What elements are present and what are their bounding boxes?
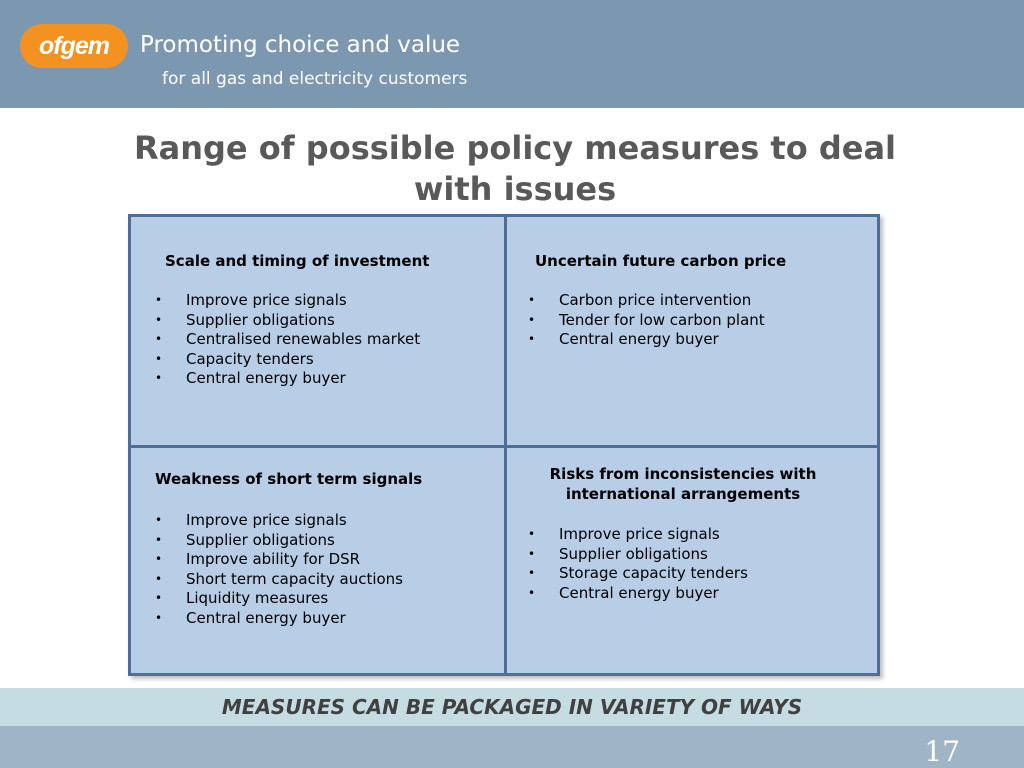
list-item: • Short term capacity auctions [155,570,495,590]
list-item: • Central energy buyer [155,369,495,389]
measure-list [528,291,868,350]
grid-divider-horizontal [131,445,877,448]
list-item: • Carbon price intervention [528,291,868,311]
list-item: • Improve price signals [528,525,868,545]
policy-grid [128,214,880,676]
quadrant-heading: Weakness of short term signals [155,470,423,488]
ofgem-logo [20,24,128,68]
measure-list [155,291,495,389]
list-item: • Central energy buyer [528,330,868,350]
list-item: • Supplier obligations [155,311,495,331]
list-item: • Improve price signals [155,511,495,531]
list-item: • Liquidity measures [155,589,495,609]
list-item: • Capacity tenders [155,350,495,370]
tagline-sub: for all gas and electricity customers [162,69,468,89]
quadrant-carbon-price [528,251,868,350]
footer-bar [0,726,1024,768]
tagline: Promoting choice and value [140,32,461,58]
summary-banner [0,688,1024,726]
banner-text: MEASURES CAN BE PACKAGED IN VARIETY OF WAYS [221,695,803,719]
list-item: • Supplier obligations [528,545,868,565]
list-item: • Central energy buyer [528,584,868,604]
list-item: • Central energy buyer [155,609,495,629]
quadrant-investment [155,251,495,389]
logo-text: ofgem [39,31,109,60]
quadrant-heading: Uncertain future carbon price [535,252,787,270]
slide-title: Range of possible policy measures to deal with issues [133,129,896,208]
list-item: • Tender for low carbon plant [528,311,868,331]
list-item: • Supplier obligations [155,531,495,551]
measure-list [155,511,495,629]
measure-list [528,525,868,603]
quadrant-international-risks [528,464,868,603]
list-item: • Improve price signals [155,291,495,311]
quadrant-heading: Risks from inconsistencies with international arrangements [549,465,817,503]
page-number: 17 [924,735,960,768]
list-item: • Improve ability for DSR [155,550,495,570]
quadrant-heading: Scale and timing of investment [165,252,430,270]
list-item: • Centralised renewables market [155,330,495,350]
quadrant-short-term-signals [155,469,495,629]
list-item: • Storage capacity tenders [528,564,868,584]
